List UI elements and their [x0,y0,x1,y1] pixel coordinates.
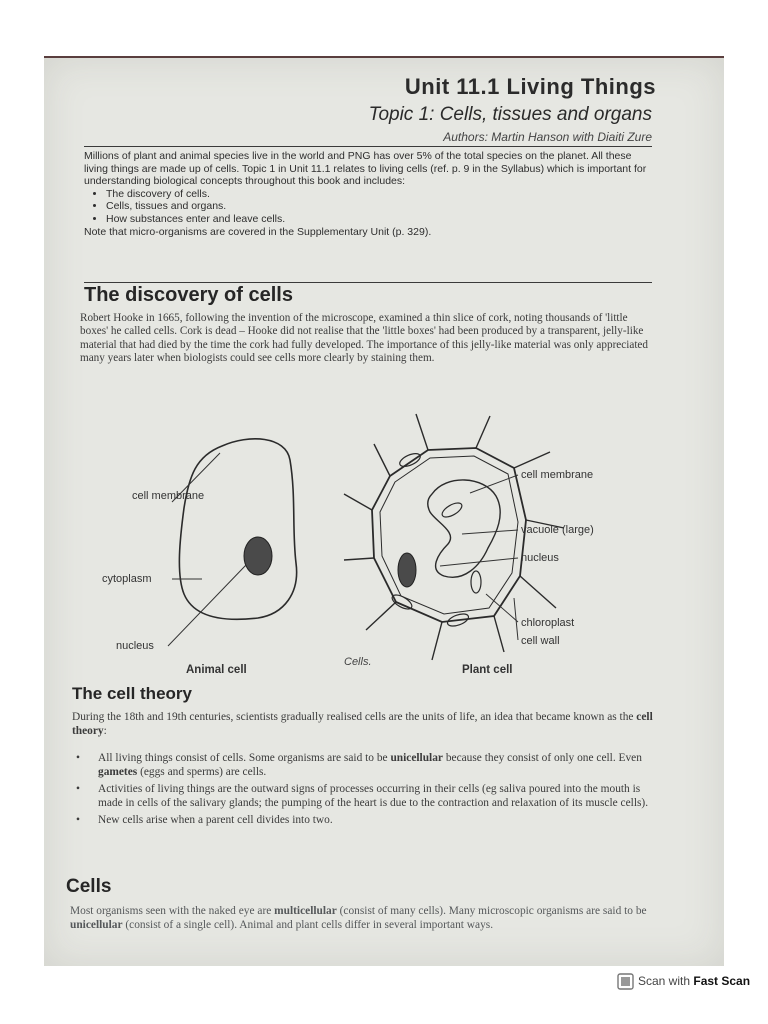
bold-term: cell theory [72,711,653,737]
text-span: : [103,725,107,737]
chloroplast [440,500,464,520]
text-span: Most organisms seen with the naked eye are [70,905,275,917]
text-span: because they consist of only one cell. Even [442,752,642,764]
text-span: (consist of many cells). Many microscopic organisms are said to be [336,905,647,917]
plant-label-membrane: cell membrane [521,469,594,481]
text-span: (consist of a single cell). Animal and plant cells differ in several important ways. [122,919,494,931]
text-span: All living things consist of cells. Some organisms are said to be [98,752,391,764]
bold-term: multicellular [274,905,337,917]
bold-term: unicellular [390,752,443,764]
plant-label-nucleus: nucleus [521,552,559,564]
intro-paragraph: Millions of plant and animal species live in the world and PNG has over 5% of the total species on the planet. All these living things are made up of cells. Topic 1 in Unit 11.1 relates to living cells (ref. p. 9 in the Syllabus) which is important for understanding biological concepts throughout this book and includes: [84,150,647,188]
intro-box [84,150,654,238]
topic-title: Topic 1: Cells, tissues and organs [368,104,652,125]
plant-vacuole [428,480,500,577]
list-item: • Activities of living things are the outward signs of processes occurring in their cells (eg saliva poured into the mouth is made in cells of the salivary glands; the pumping of the heart is due to the contraction and relaxation of its muscle cells). [72,783,654,810]
plant-label-vacuole: vacuole (large) [521,524,594,536]
list-item: • New cells arise when a parent cell divides into two. [72,814,654,828]
cell-theory-list [72,752,654,832]
intro-list-item: • Cells, tissues and organs. [106,200,654,213]
animal-cell-outline [179,439,296,620]
text-span: (eggs and sperms) are cells. [137,765,267,778]
fast-scan-badge [617,971,750,991]
discovery-heading: The discovery of cells [84,284,293,306]
cells-heading: Cells [66,876,112,897]
authors-line: Authors: Martin Hanson with Diaiti Zure [443,130,652,144]
discovery-paragraph: Robert Hooke in 1665, following the invention of the microscope, examined a thin slice of cork, noting thousands of 'little boxes' he called cells. Cork is dead – Hooke did not realise that the 'little boxes' had been produced by a transparent, jelly-like material that had died by the time the cork had fully developed. The importance of this jelly-like material was only appreciated many years later when biologists could see cells more clearly by staining them. [80,312,648,365]
bold-term: unicellular [70,919,123,931]
animal-label-nucleus: nucleus [116,640,154,652]
scanner-icon [617,973,634,990]
list-item [72,752,654,779]
cell-theory-intro [72,710,654,738]
bold-term: gametes [98,765,138,778]
intro-list [84,188,654,226]
intro-bottom-rule [84,282,652,283]
scanned-page [44,58,724,966]
intro-list-item: • How substances enter and leave cells. [106,213,654,226]
chloroplast [390,592,414,612]
animal-cell-title: Animal cell [186,664,247,676]
header-rule [84,146,652,147]
plant-cell-membrane [380,456,518,614]
animal-label-membrane: cell membrane [132,490,205,502]
plant-cell-wall [372,448,526,622]
plant-label-chloroplast: chloroplast [521,617,575,629]
animal-cell-diagram [102,439,297,676]
badge-brand: Fast Scan [693,974,751,988]
plant-label-wall: cell wall [521,635,560,647]
badge-prefix: Scan with [638,974,694,988]
cell-theory-heading: The cell theory [72,684,192,703]
plant-cell-title: Plant cell [462,664,513,676]
animal-label-cytoplasm: cytoplasm [102,573,152,585]
plant-cell-diagram [344,414,594,676]
figure-caption: Cells. [344,656,372,668]
cells-figure [44,398,724,688]
unit-title: Unit 11.1 Living Things [404,74,656,99]
chloroplast [471,571,481,593]
cells-paragraph [70,904,658,932]
intro-note: Note that micro-organisms are covered in the Supplementary Unit (p. 329). [84,225,432,238]
text-span: During the 18th and 19th centuries, scientists gradually realised cells are the units of life, an idea that became known as the [72,711,637,723]
animal-nucleus [244,537,272,575]
intro-list-item: • The discovery of cells. [106,188,654,201]
plant-nucleus [398,553,416,587]
